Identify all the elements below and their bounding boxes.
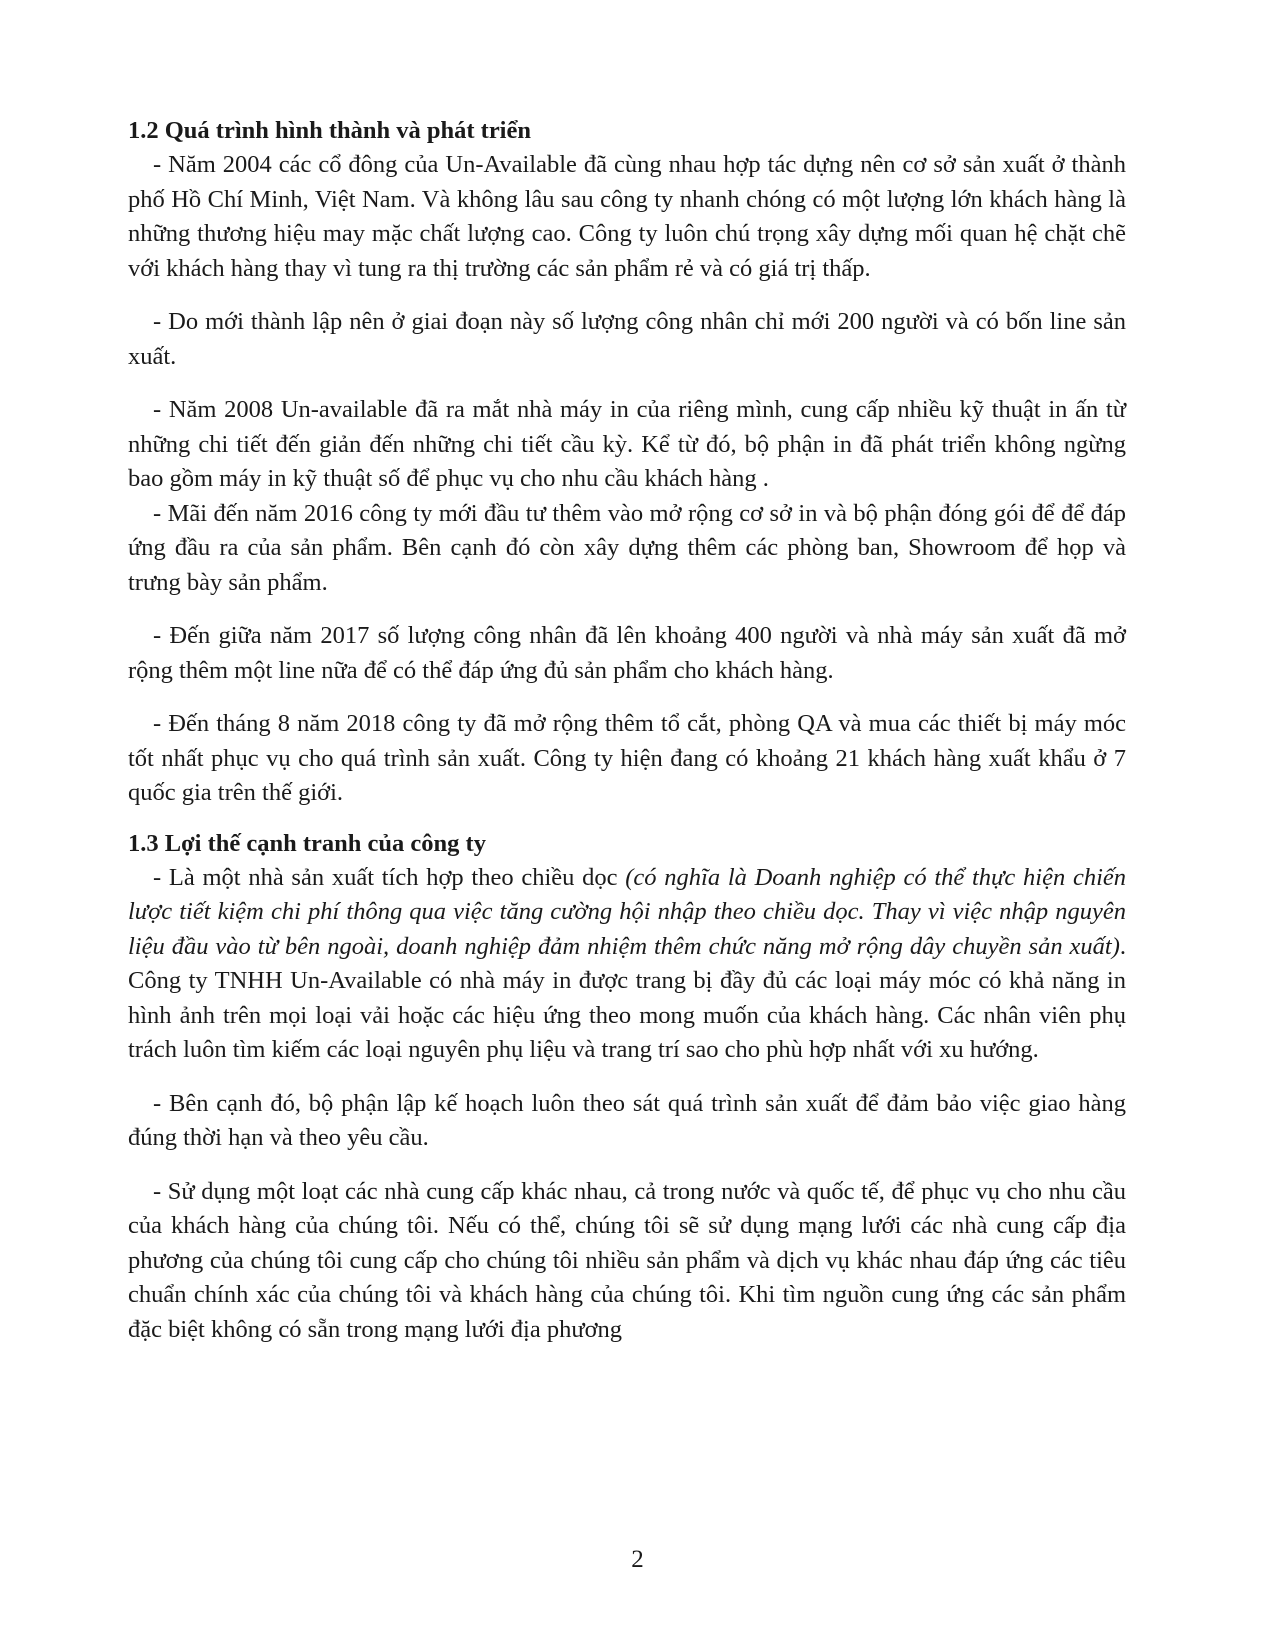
section-heading-1-3: 1.3 Lợi thế cạnh tranh của công ty — [128, 829, 486, 857]
page-content — [128, 114, 1126, 1347]
paragraph-founding-2004: - Năm 2004 các cổ đông của Un-Available đã cùng nhau hợp tác dựng nên cơ sở sản xuất ở thành phố Hồ Chí Minh, Việt Nam. Và không lâu sau công ty nhanh chóng có một lượng lớn khách hàng là những thương hiệu may mặc chất lượng cao. Công ty luôn chú trọng xây dựng mối quan hệ chặt chẽ với khách hàng thay vì tung ra thị trường các sản phẩm rẻ và có giá trị thấp. — [128, 151, 1126, 282]
paragraph-suppliers: - Sử dụng một loạt các nhà cung cấp khác nhau, cả trong nước và quốc tế, để phục vụ cho nhu cầu của khách hàng của chúng tôi. Nếu có thể, chúng tôi sẽ sử dụng mạng lưới các nhà cung cấp địa phương của chúng tôi cung cấp cho chúng tôi nhiều sản phẩm và dịch vụ khác nhau đáp ứng các tiêu chuẩn chính xác của chúng tôi và khách hàng của chúng tôi. Khi tìm nguồn cung ứng các sản phẩm đặc biệt không có sẵn trong mạng lưới địa phương — [128, 1177, 1126, 1343]
paragraph-workforce-2017: - Đến giữa năm 2017 số lượng công nhân đã lên khoảng 400 người và nhà máy sản xuất đã mở rộng thêm một line nữa để có thể đáp ứng đủ sản phẩm cho khách hàng. — [128, 622, 1126, 684]
page-number: 2 — [631, 1546, 644, 1573]
paragraph-planning: - Bên cạnh đó, bộ phận lập kế hoạch luôn theo sát quá trình sản xuất để đảm bảo việc giao hàng đúng thời hạn và theo yêu cầu. — [128, 1089, 1126, 1151]
paragraph-expansion-2016: - Mãi đến năm 2016 công ty mới đầu tư thêm vào mở rộng cơ sở in và bộ phận đóng gói để để đáp ứng đầu ra của sản phẩm. Bên cạnh đó còn xây dựng thêm các phòng ban, Showroom để họp và trưng bày sản phẩm. — [128, 499, 1126, 596]
paragraph-print-factory-2008: - Năm 2008 Un-available đã ra mắt nhà máy in của riêng mình, cung cấp nhiều kỹ thuật in ấn từ những chi tiết đến giản đến những chi tiết cầu kỳ. Kể từ đó, bộ phận in đã phát triển không ngừng bao gồm máy in kỹ thuật số để phục vụ cho nhu cầu khách hàng . — [128, 396, 1126, 492]
paragraph-vertical-integration-tail: . Công ty TNHH Un-Available có nhà máy in được trang bị đầy đủ các loại máy móc có khả năng in hình ảnh trên mọi loại vải hoặc các hiệu ứng theo mong muốn của khách hàng. Các nhân viên phụ trách luôn tìm kiếm các loại nguyên phụ liệu và trang trí sao cho phù hợp nhất với xu hướng. — [128, 932, 1126, 1063]
paragraph-vertical-integration-definition: (có nghĩa là Doanh nghiệp có thể thực hiện chiến lược tiết kiệm chi phí thông qua việc tăng cường hội nhập theo chiều dọc. Thay vì việc nhập nguyên liệu đầu vào từ bên ngoài, doanh nghiệp đảm nhiệm thêm chức năng mở rộng dây chuyền sản xuất) — [128, 863, 1126, 960]
section-heading-1-2: 1.2 Quá trình hình thành và phát triển — [128, 117, 531, 144]
paragraph-vertical-integration-lead: - Là một nhà sản xuất tích hợp theo chiều dọc — [153, 863, 626, 891]
paragraph-expansion-2018: - Đến tháng 8 năm 2018 công ty đã mở rộng thêm tổ cắt, phòng QA và mua các thiết bị máy móc tốt nhất phục vụ cho quá trình sản xuất. Công ty hiện đang có khoảng 21 khách hàng xuất khẩu ở 7 quốc gia trên thế giới. — [128, 710, 1126, 806]
paragraph-workforce-200: - Do mới thành lập nên ở giai đoạn này số lượng công nhân chỉ mới 200 người và có bốn line sản xuất. — [128, 308, 1126, 370]
paragraph-vertical-integration — [128, 861, 1126, 1068]
